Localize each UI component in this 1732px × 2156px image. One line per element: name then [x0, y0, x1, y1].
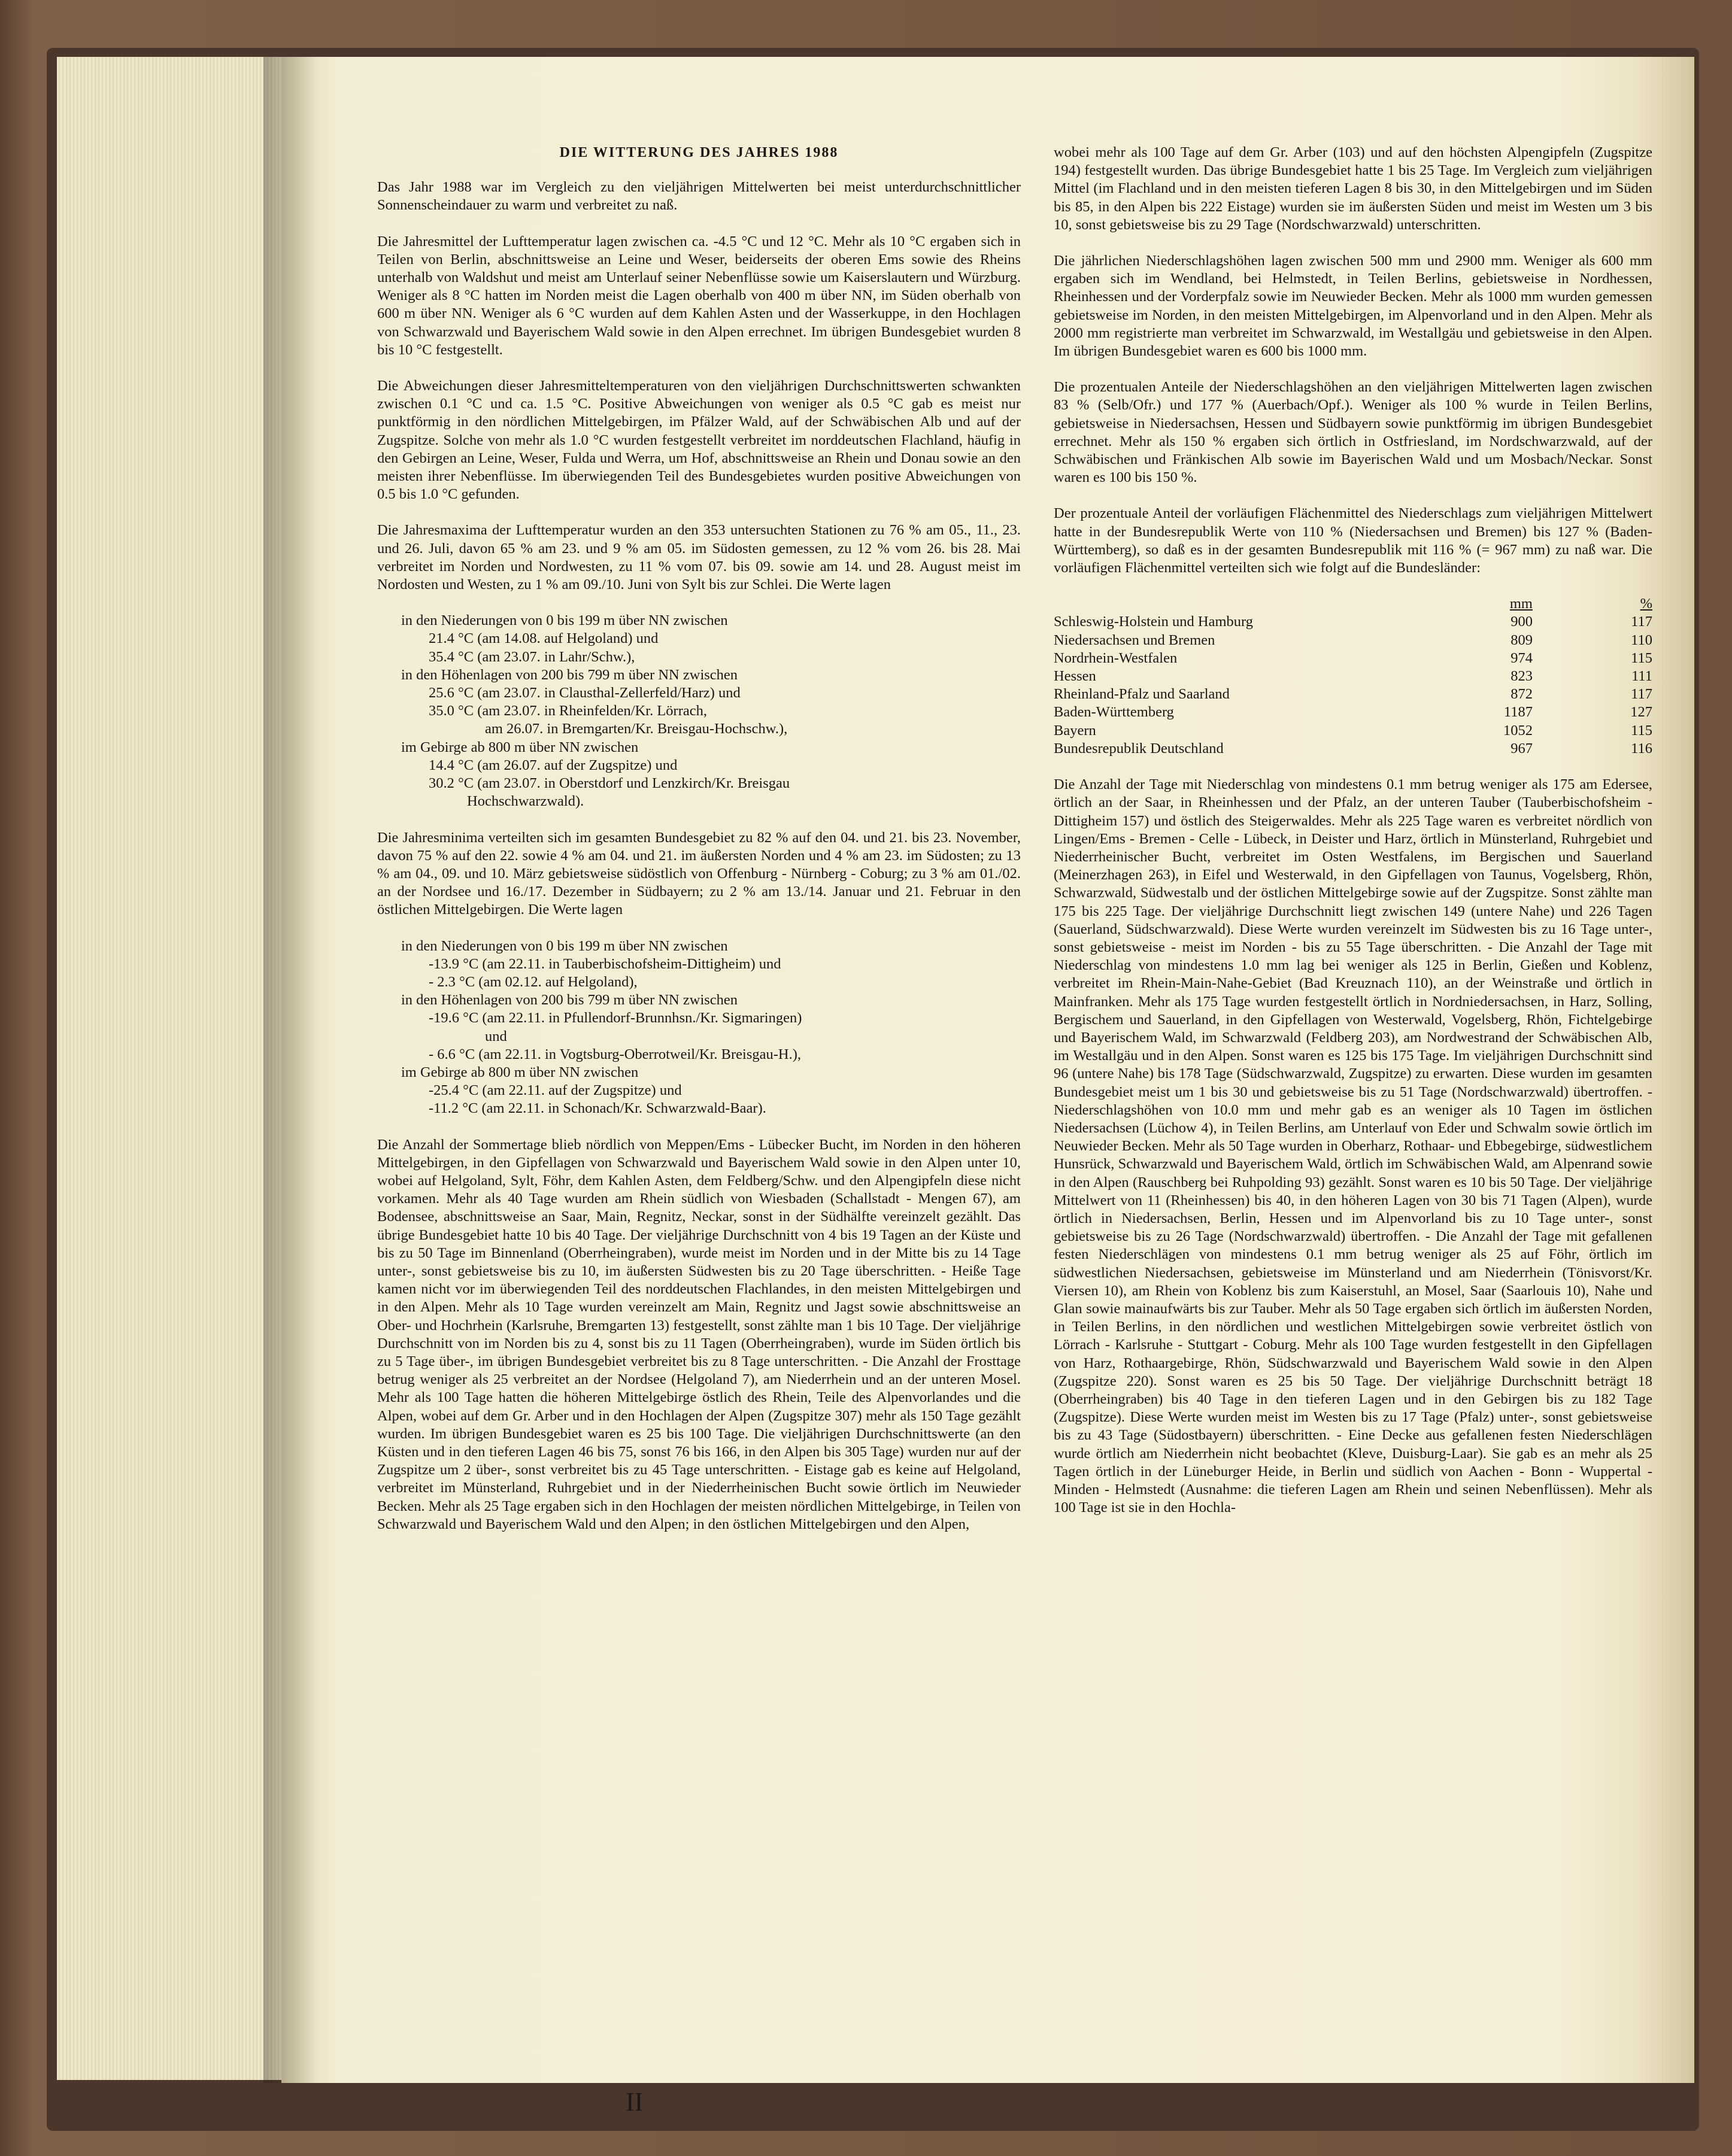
column-header-mm: mm: [1509, 596, 1533, 612]
paragraph: Die prozentualen Anteile der Niederschlagshöhen an den vieljährigen Mittelwerten lagen zwischen 83 % (Selb/Ofr.) und 177 % (Auerbach/Opf.). Weniger als 100 % wurde in Teilen Berlins, gebietsweise in Niedersachsen, Hessen und Südbayern sowie punktförmig im übrigen Bundesgebiet errechnet. Mehr als 150 % ergaben sich örtlich in Ostfriesland, im Nordschwarzwald, auf der Schwäbischen und Fränkischen Alb sowie im Bayerischen Wald und um Mosbach/Neckar. Sonst waren es 100 bis 150 %.: [1054, 379, 1652, 486]
table-row: [1054, 703, 1652, 721]
list-item: 30.2 °C (am 23.07. in Oberstdorf und Lenzkirch/Kr. Breisgau: [429, 775, 790, 792]
paragraph: Die Abweichungen dieser Jahresmitteltemperaturen von den vieljährigen Durchschnittswerten schwankten zwischen 0.1 °C und ca. 1.5 °C. Positive Abweichungen von weniger als 0.5 °C gab es meist nur punktförmig in den nördlichen Mittelgebirgen, im Pfälzer Wald, auf der Schwäbischen Alb und auf der Zugspitze. Solche von mehr als 1.0 °C wurden festgestellt verbreitet im norddeutschen Flachland, häufig in den Gebirgen an Leine, Weser, Fulda und Werra, um Hof, abschnittsweise an Rhein und Donau sowie an den meisten ihrer Nebenflüsse. Im überwiegenden Teil des Bundesgebietes wurden positive Abweichungen von 0.5 bis 1.0 °C gefunden.: [377, 378, 1021, 503]
list-item: im Gebirge ab 800 m über NN zwischen: [401, 1064, 639, 1080]
mm-cell: 823: [1510, 668, 1533, 685]
mm-cell: 1052: [1503, 722, 1533, 739]
percent-cell: 115: [1631, 649, 1652, 666]
percent-cell: 117: [1631, 686, 1652, 703]
table-row: [1054, 740, 1652, 758]
list-item: in den Niederungen von 0 bis 199 m über NN zwischen: [401, 612, 728, 629]
paragraph: Die Jahresmaxima der Lufttemperatur wurden an den 353 untersuchten Stationen zu 76 % am 05., 11., 23. und 26. Juli, davon 65 % am 23. und 9 % am 05. im Südosten gemessen, zu 12 % vom 26. bis 28. Mai verbreitet im Norden und Nordwesten, zu 11 % vom 07. bis 09. sowie am 14. und 28. August meist im Nordosten und Westen, zu 1 % am 09./10. Juni von Sylt bis zur Schlei. Die Werte lagen: [377, 522, 1021, 593]
mm-cell: 974: [1510, 649, 1533, 666]
list-item: in den Höhenlagen von 200 bis 799 m über NN zwischen: [401, 666, 738, 683]
left-column: [377, 144, 1021, 1551]
mm-cell: 900: [1510, 614, 1533, 630]
list-item: -13.9 °C (am 22.11. in Tauberbischofsheim-Dittigheim) und: [429, 955, 781, 972]
land-cell: Schleswig-Holstein und Hamburg: [1054, 614, 1253, 630]
list-item: 14.4 °C (am 26.07. auf der Zugspitze) und: [429, 757, 678, 773]
land-cell: Niedersachsen und Bremen: [1054, 631, 1215, 648]
percent-cell: 116: [1631, 740, 1652, 757]
percent-cell: 115: [1631, 722, 1652, 739]
right-column: [1054, 144, 1652, 1535]
list-item: in den Höhenlagen von 200 bis 799 m über NN zwischen: [401, 992, 738, 1009]
percent-cell: 110: [1631, 631, 1652, 648]
paragraph: Die Jahresmittel der Lufttemperatur lagen zwischen ca. -4.5 °C und 12 °C. Mehr als 10 °C ergaben sich in Teilen von Berlin, abschnittsweise an Leine und Weser, beiderseits der oberen Ems sowie des Rheins unterhalb von Waldshut und meist am Unterlauf seiner Nebenflüsse sowie um Kaiserslautern und Würzburg. Weniger als 8 °C hatten im Norden meist die Lagen oberhalb von 400 m über NN, im Süden oberhalb von 600 m über NN. Weniger als 6 °C wurden auf dem Kahlen Asten und der Wasserkuppe, in den Hochlagen von Schwarzwald und Bayerischem Wald sowie in den Alpen errechnet. Im übrigen Bundesgebiet wurden 8 bis 10 °C festgestellt.: [377, 233, 1021, 358]
page: [281, 57, 1694, 2116]
list-item: -11.2 °C (am 22.11. in Schonach/Kr. Schwarzwald-Baar).: [429, 1100, 766, 1117]
page-title: DIE WITTERUNG DES JAHRES 1988: [559, 145, 839, 160]
mm-cell: 967: [1510, 740, 1533, 757]
right-paragraphs: [1054, 144, 1652, 577]
paragraph: wobei mehr als 100 Tage auf dem Gr. Arber (103) und auf den höchsten Alpengipfeln (Zugspitze 194) festgestellt wurden. Das übrige Bundesgebiet hatte 1 bis 25 Tage. Im Vergleich zum vieljährigen Mittel (im Flachland und in den meisten tieferen Lagen 8 bis 30, in den Mittelgebirgen und im Süden bis 85, in den Alpen bis 222 Eistage) wurden sie im äußersten Süden und meist im Westen um 3 bis 10, sonst gebietsweise bis zu 29 Tage (Nordschwarzwald) unterschritten.: [1054, 144, 1652, 233]
page-number: II: [626, 2087, 644, 2116]
maxima-list: [401, 612, 1021, 810]
percent-cell: 111: [1631, 668, 1652, 685]
list-item: im Gebirge ab 800 m über NN zwischen: [401, 739, 639, 755]
paragraph: Der prozentuale Anteil der vorläufigen Flächenmittel des Niederschlags zum vieljährigen Mittelwert hatte in der Bundesrepublik Werte von 110 % (Niedersachsen und Bremen) bis 127 % (Baden-Württemberg), so daß es in der gesamten Bundesrepublik mit 116 % (= 967 mm) zu naß war. Die vorläufigen Flächenmittel verteilten sich wie folgt auf die Bundesländer:: [1054, 505, 1652, 576]
percent-cell: 117: [1631, 614, 1652, 630]
list-item: -19.6 °C (am 22.11. in Pfullendorf-Brunnhsn./Kr. Sigmaringen): [429, 1010, 802, 1027]
paragraph: Die jährlichen Niederschlagshöhen lagen zwischen 500 mm und 2900 mm. Weniger als 600 mm ergaben sich im Wendland, bei Helmstedt, in Teilen Berlins, gebietsweise in Nordhessen, Rheinhessen und der Vorderpfalz sowie im Neuwieder Becken. Mehr als 1000 mm wurden gemessen gebietsweise im Norden, in den meisten Mittelgebirgen, im Alpenvorland und in den Alpen. Mehr als 2000 mm registrierte man verbreitet im Schwarzwald, im Westallgäu und gebietsweise in den Alpen. Im übrigen Bundesgebiet waren es 600 bis 1000 mm.: [1054, 253, 1652, 360]
sommertage-paragraph: Die Anzahl der Sommertage blieb nördlich von Meppen/Ems - Lübecker Bucht, im Norden in den höheren Mittelgebirgen, in den Gipfellagen von Schwarzwald und Bayerischem Wald sowie in den Alpen unter 10, wobei auf Helgoland, Sylt, Föhr, dem Kahlen Asten, dem Feldberg/Schw. und den Alpengipfeln diese nicht vorkamen. Mehr als 40 Tage wurden am Rhein südlich von Wiesbaden (Schallstadt - Mengen 67), am Bodensee, abschnittsweise an Saar, Main, Regnitz, Neckar, sonst in der Südhälfte vereinzelt gezählt. Das übrige Bundesgebiet hatte 10 bis 40 Tage. Der vieljährige Durchschnitt von 4 bis 19 Tagen an der Küste und bis zu 50 Tage im Binnenland (Oberrheingraben), wurde meist im Norden und in der Mitte bis zu 14 Tage unter-, sonst gebietsweise bis zu 10, im äußersten Südwesten bis zu 20 Tage überschritten. - Heiße Tage kamen nicht vor im überwiegenden Teil des norddeutschen Flachlandes, in den meisten Mittelgebirgen und in den Alpen. Mehr als 10 Tage wurden vereinzelt am Main, Regnitz und Jagst sowie abschnittsweise an Ober- und Hochrhein (Karlsruhe, Bremgarten 13) festgestellt, sonst zählte man 1 bis 10 Tage. Der vieljährige Durchschnitt von im Norden bis zu 4, sonst bis zu 11 Tagen (Oberrheingraben), wurde im Süden örtlich bis zu 5 Tage über-, im übrigen Bundesgebiet verbreitet bis zu 8 Tage unterschritten. - Die Anzahl der Frosttage betrug weniger als 25 verbreitet an der Nordsee (Helgoland 7), am Niederrhein und an der unteren Mosel. Mehr als 100 Tage hatten die höheren Mittelgebirge östlich des Rhein, Teile des Alpenvorlandes und die Alpen, wobei auf dem Gr. Arber und in den Hochlagen der Alpen (Zugspitze 307) mehr als 150 Tage gezählt wurden. Im übrigen Bundesgebiet waren es 25 bis 100 Tage. Die vieljährigen Durchschnittswerte (an den Küsten und in den tieferen Lagen 46 bis 75, sonst 76 bis 166, in den Alpen bis 305 Tage) wurden nur auf der Zugspitze um 2 über-, sonst verbreitet bis zu 45 Tage unterschritten. - Eistage gab es keine auf Helgoland, verbreitet im Münsterland, Ruhrgebiet und in der Niederrheinischen Bucht sowie örtlich im Neuwieder Becken. Mehr als 25 Tage ergaben sich in den Hochlagen der meisten nördlichen Mittelgebirge, in Teilen von Schwarzwald und Bayerischem Wald und den Alpen; in den östlichen Mittelgebirgen und den Alpen,: [377, 1136, 1021, 1532]
list-item: - 2.3 °C (am 02.12. auf Helgoland),: [429, 973, 638, 990]
list-item: 35.4 °C (am 23.07. in Lahr/Schw.),: [429, 648, 635, 665]
land-cell: Bayern: [1054, 722, 1096, 739]
table-header-row: [1054, 595, 1652, 613]
list-item: - 6.6 °C (am 22.11. in Vogtsburg-Oberrotweil/Kr. Breisgau-H.),: [429, 1046, 801, 1062]
mm-cell: 809: [1510, 631, 1533, 648]
column-header-percent: %: [1640, 596, 1652, 612]
tage-paragraph: Die Anzahl der Tage mit Niederschlag von mindestens 0.1 mm betrug weniger als 175 am Edersee, örtlich an der Saar, in Rheinhessen und der Pfalz, an der unteren Tauber (Tauberbischofsheim - Dittigheim 157) und östlich des Steigerwaldes. Mehr als 225 Tage waren es verbreitet nördlich von Lingen/Ems - Bremen - Celle - Lübeck, in Deister und Harz, örtlich in Münsterland, Ruhrgebiet und Niederrheinischer Bucht, verbreitet im Osten Westfalens, im Bergischen und Sauerland (Meinerzhagen 263), in Eifel und Westerwald, in den Gipfellagen von Taunus, Vogelsberg, Rhön, Schwarzwald, Südwestalb und der östlichen Mittelgebirge sowie auf der Zugspitze. Sonst zählte man 175 bis 225 Tage. Der vieljährige Durchschnitt liegt zwischen 149 (untere Nahe) und 226 Tagen (Sauerland, Südschwarzwald). Diese Werte wurden vereinzelt im Südwesten bis zu 16 Tage unter-, sonst gebietsweise - meist im Norden - bis zu 55 Tage überschritten. - Die Anzahl der Tage mit Niederschlag von mindestens 1.0 mm lag bei weniger als 125 in Berlin, Gießen und Koblenz, verbreitet im Rhein-Main-Nahe-Gebiet (Bad Kreuznach 110), an der Weinstraße und örtlich in Mainfranken. Mehr als 175 Tage wurden festgestellt örtlich in Nordniedersachsen, in Harz, Solling, Bergischem und Sauerland, in den Gipfellagen von Westerwald, Vogelsberg, Rhön, Fichtelgebirge und Bayerischem Wald, im Schwarzwald (Feldberg 203), am Nordwestrand der Schwäbischen Alb, im Westallgäu und in den Alpen. Sonst waren es 125 bis 175 Tage. Im vieljährigen Durchschnitt sind 96 (untere Nahe) bis 178 Tage (Südschwarzwald, Zugspitze) zu erwarten. Diese wurden im gesamten Bundesgebiet meist um 1 bis 30 und gebietsweise bis zu 51 Tage (Nordschwarzwald) übertroffen. - Niederschlagshöhen von 10.0 mm und mehr gab es an weniger als 10 Tagen im östlichen Niedersachsen (Lüchow 4), in Teilen Berlins, am Unterlauf von Eder und Schwalm sowie örtlich im Neuwieder Becken. Mehr als 50 Tage wurden in Oberharz, Rothaar- und Ebbegebirge, südwestlichem Hunsrück, Schwarzwald und Bayerischem Wald, örtlich im Schwäbischen Wald, am Alpenrand sowie in den Alpen (Rauschberg bei Ruhpolding 93) gezählt. Sonst waren es 10 bis 50 Tage. Der vieljährige Mittelwert von 11 (Rheinhessen) bis 40, in den höheren Lagen von 30 bis 71 Tagen (Alpen), wurde örtlich in Niedersachsen, Berlin, Hessen und im Alpenvorland bis zu 10 Tage unter-, sonst gebietsweise bis zu 26 Tage (Nordschwarzwald) übertroffen. - Die Anzahl der Tage mit gefallenen festen Niederschlägen von mindestens 0.1 mm betrug weniger als 25 auf Föhr, örtlich im südwestlichen Niedersachsen, gebietsweise im Münsterland und am Niederrhein (Tönisvorst/Kr. Viersen 10), am Rhein von Koblenz bis zum Kaiserstuhl, an Mosel, Saar (Saarlouis 10), Nahe und Glan sowie mainaufwärts bis zur Tauber. Mehr als 50 Tage ergaben sich örtlich im äußersten Norden, in Teilen Berlins, in den nördlichen und westlichen Mittelgebirgen sowie verbreitet östlich von Lörrach - Karlsruhe - Stuttgart - Coburg. Mehr als 100 Tage wurden festgestellt in den Gipfellagen von Harz, Rothaargebirge, Rhön, Südschwarzwald und Bayerischem Wald sowie in den Alpen (Zugspitze 220). Sonst waren es 25 bis 50 Tage. Der vieljährige Durchschnitt beträgt 18 (Oberrheingraben) bis 40 Tage in den tieferen Lagen und in den Gebirgen bis zu 182 Tage (Zugspitze). Diese Werte wurden meist im Westen bis zu 17 Tage (Pfalz) unter-, sonst gebietsweise bis zu 43 Tage (Südostbayern) überschritten. - Eine Decke aus gefallenen festen Niederschlägen wurde örtlich am Niederrhein nicht beobachtet (Kleve, Duisburg-Laar). Sie gab es an mehr als 25 Tagen örtlich in der Lüneburger Heide, in Berlin und südlich von Aachen - Bonn - Wuppertal - Minden - Helmstedt (Ausnahme: die tieferen Lagen am Rhein und seinen Nebenflüssen). Mehr als 100 Tage ist sie in den Hochla-: [1054, 776, 1652, 1516]
gutter-shadow: [263, 57, 317, 2083]
table-row: [1054, 667, 1652, 685]
table-row: [1054, 722, 1652, 740]
list-item: Hochschwarzwald).: [467, 793, 584, 810]
minima-paragraph: Die Jahresminima verteilten sich im gesamten Bundesgebiet zu 82 % auf den 04. und 21. bis 23. November, davon 75 % auf den 22. sowie 4 % am 04. und 21. im äußersten Norden und 4 % am 23. im Südosten; zu 13 % am 04., 09. und 10. März gebietsweise südöstlich von Offenburg - Nürnberg - Coburg; zu 3 % am 01./02. an der Nordsee und 16./17. Dezember in Südbayern; zu 2 % am 13./14. Januar und 21. Februar in den östlichen Mittelgebirgen. Die Werte lagen: [377, 829, 1021, 918]
list-item: und: [485, 1028, 507, 1044]
list-item: in den Niederungen von 0 bis 199 m über NN zwischen: [401, 937, 728, 954]
land-cell: Baden-Württemberg: [1054, 704, 1174, 721]
land-cell: Rheinland-Pfalz und Saarland: [1054, 686, 1230, 703]
table-row: [1054, 685, 1652, 703]
table-row: [1054, 613, 1652, 631]
percent-cell: 127: [1630, 704, 1652, 721]
list-item: 25.6 °C (am 23.07. in Clausthal-Zellerfeld/Harz) und: [429, 685, 741, 702]
minima-list: [401, 937, 1021, 1118]
land-cell: Bundesrepublik Deutschland: [1054, 740, 1224, 757]
list-item: am 26.07. in Bremgarten/Kr. Breisgau-Hochschw.),: [485, 721, 788, 737]
mm-cell: 872: [1510, 686, 1533, 703]
precipitation-table: [1054, 595, 1652, 758]
list-item: 21.4 °C (am 14.08. auf Helgoland) und: [429, 630, 659, 647]
left-paragraphs: [377, 178, 1021, 594]
paragraph: Das Jahr 1988 war im Vergleich zu den vieljährigen Mittelwerten bei meist unterdurchschnittlicher Sonnenscheindauer zu warm und verbreitet zu naß.: [377, 179, 1021, 214]
table-row: [1054, 649, 1652, 667]
mm-cell: 1187: [1503, 704, 1533, 721]
table-row: [1054, 631, 1652, 649]
page-edges: [57, 57, 292, 2080]
list-item: -25.4 °C (am 22.11. auf der Zugspitze) und: [429, 1082, 682, 1099]
list-item: 35.0 °C (am 23.07. in Rheinfelden/Kr. Lörrach,: [429, 703, 707, 719]
land-cell: Nordrhein-Westfalen: [1054, 649, 1178, 666]
land-cell: Hessen: [1054, 668, 1096, 685]
